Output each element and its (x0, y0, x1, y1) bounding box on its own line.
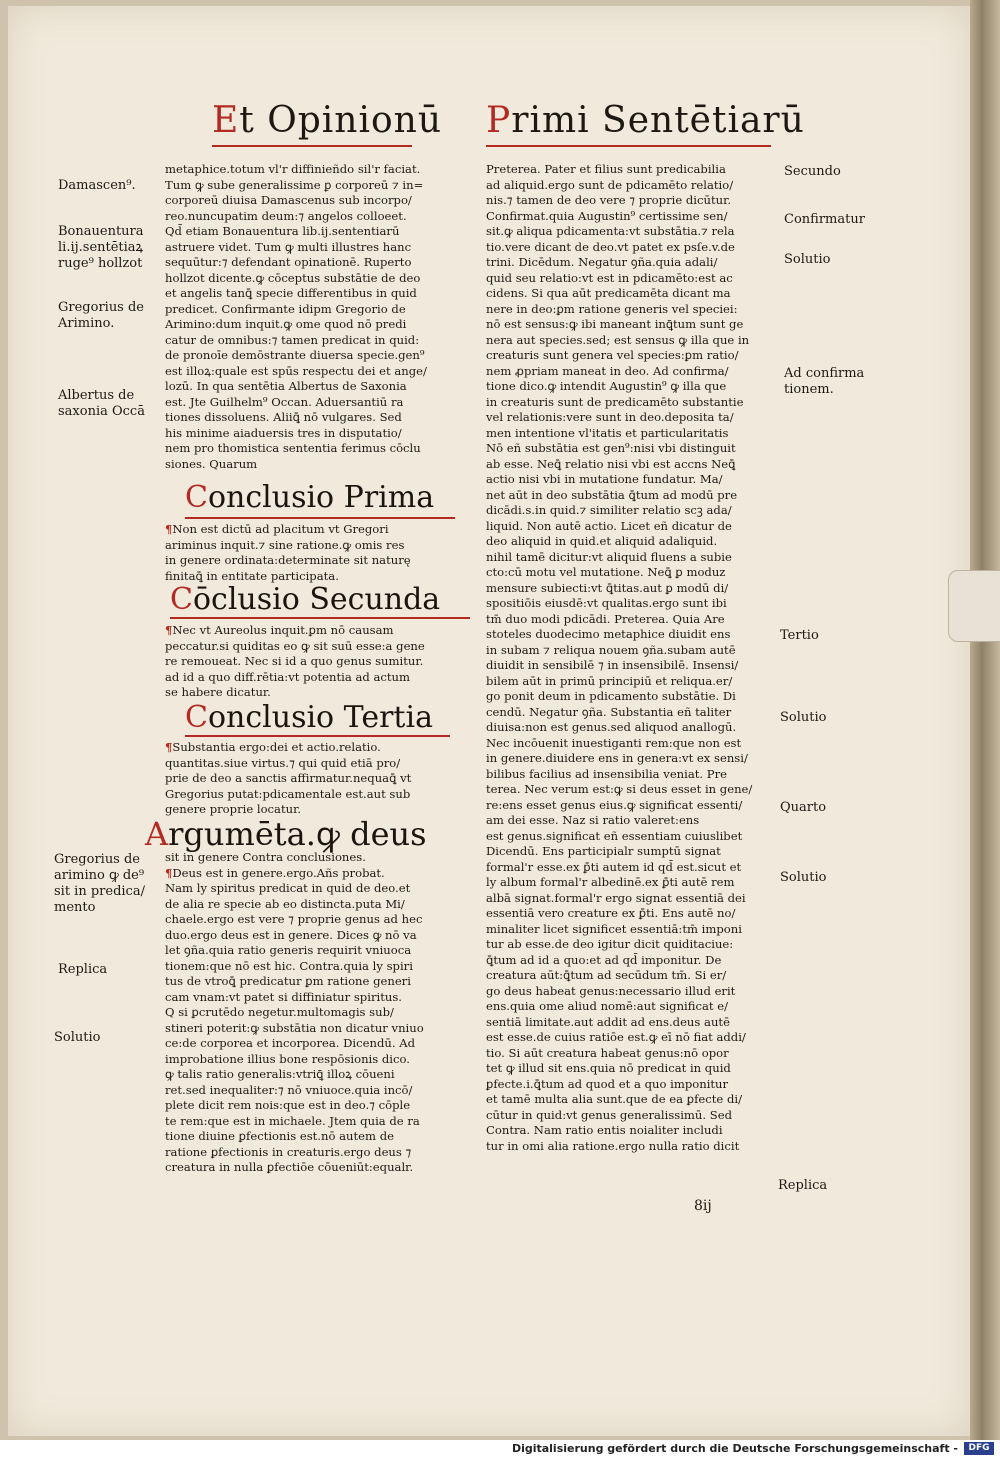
margin-note-solutio: Solutio (784, 252, 831, 267)
margin-note-solutio: Solutio (780, 870, 827, 885)
text-line: lozū. In qua sentētia Albertus de Saxonia (165, 379, 407, 393)
text-line: ꝗ̄tum ad id a quo:et ad qd̄ imponitur. De (486, 952, 722, 967)
margin-note-replica: Replica (58, 962, 108, 977)
text-line: cūtur in quid:vt genus generalissimū. Sed (486, 1107, 732, 1122)
text-line: Nam ly spiritus predicat in quid de deo.et (165, 881, 411, 895)
text-line: ratione ꝑfectionis in creaturis.ergo deus ⁊ (165, 1144, 412, 1159)
text-line: net aūt in deo substātia ꝗ̄tum ad modū pre (486, 487, 738, 502)
text-line: cidens. Si qua aūt predicamēta dicant ma (486, 286, 731, 300)
heading-underline (185, 735, 450, 737)
text-line: bilibus facilius ad insensibilia veniat. Pre (486, 766, 727, 781)
text-line: in creaturis sunt de predicamēto substantie (486, 394, 744, 409)
left-column-top (165, 162, 455, 472)
text-line: ab esse. Neꝗ̄ relatio nisi vbi est accns Neꝗ̄ (486, 456, 736, 471)
margin-note-albertus: saxonia Occā (58, 404, 145, 419)
text-line: ly album formal'r albedinē.ex ꝑ̄ti autē rem (486, 875, 735, 889)
paragraph-mark: ¶ (165, 740, 173, 754)
margin-note-quarto: Quarto (780, 800, 827, 815)
text-line: peccatur.si quiditas eo ꝙ sit suū esse:a gene (165, 638, 425, 653)
text-line: tione dico.ꝙ intendit Augustin⁹ ꝙ illa que (486, 379, 727, 393)
text-line: tur ab esse.de deo igitur dicit quiditaciue: (486, 937, 734, 951)
text-line: cto:cū motu vel mutatione. Neꝗ̄ ꝑ moduz (486, 565, 726, 579)
margin-note-gregorius: Arimino. (58, 316, 115, 331)
margin-note-secundo: Secundo (784, 164, 841, 179)
text-line: quantitas.siue virtus.⁊ qui quid etiā pro/ (165, 755, 401, 770)
text-line: ad id a quo diff.rētia:vt potentia ad actum (165, 669, 411, 684)
text-line: liquid. Non autē actio. Licet eñ dicatur de (486, 518, 732, 533)
text-line: plete dicit rem nois:que est in deo.⁊ cōple (165, 1098, 411, 1112)
text-line: sit in genere Contra conclusiones. (165, 850, 366, 864)
text-line: siones. Quarum (165, 456, 258, 471)
text-line: Arimino:dum inquit.ꝙ ome quod nō predi (165, 317, 407, 331)
text-line: metaphice.totum vl'r diffinieñdo sil'r faciat. (165, 162, 421, 176)
text-line: men intentione vl'itatis et particularitatis (486, 425, 729, 440)
running-head-left: Et Opinionū (212, 100, 443, 141)
rubric-initial: C (170, 582, 193, 617)
text-line: go deus habeat genus:necessario illud erit (486, 983, 736, 998)
text-line: et tamē multa alia sunt.que de ea ꝑfecte di/ (486, 1092, 743, 1106)
margin-note-solutio: Solutio (54, 1030, 101, 1045)
text-line: ret.sed inequaliter:⁊ nō vniuoce.quia incō/ (165, 1082, 413, 1097)
text-line: reo.nuncupatim deum:⁊ angelos colloeet. (165, 208, 407, 223)
text-line: dicādi.s.in quid.⁊ similiter relatio scꝫ ada/ (486, 503, 732, 517)
text-line: nera aut species.sed; est sensus ꝙ illa que in (486, 332, 750, 347)
text-line: ¶Substantia ergo:dei et actio.relatio. (165, 740, 381, 754)
text-line: Qd̄ etiam Bonauentura lib.ij.sententiarū (165, 224, 400, 238)
text-line: terea. Nec verum est:ꝙ si deus esset in gene/ (486, 782, 753, 796)
page-edge (970, 0, 1000, 1440)
text-line: ariminus inquit.⁊ sine ratione.ꝙ omis res (165, 537, 405, 552)
text-line: duo.ergo deus est in genere. Dices ꝙ nō va (165, 927, 417, 942)
text-line: nō est sensus:ꝙ ibi maneant inꝗ̄tum sunt ge (486, 317, 744, 331)
text-line: est. Jte Guilhelm⁹ Occan. Aduersantiū ra (165, 394, 404, 409)
text-line: ¶Deus est in genere.ergo.Añs probat. (165, 865, 385, 880)
text-line: tio. Si aūt creatura habeat genus:nō opor (486, 1045, 729, 1060)
text-line: let ꝯña.quia ratio generis requirit vniuoca (165, 943, 412, 957)
rubric-initial: C (185, 480, 208, 515)
text-line: Contra. Nam ratio entis noialiter includi (486, 1123, 723, 1137)
text-line: ad aliquid.ergo sunt de pdicamēto relatio/ (486, 177, 734, 192)
text-line: genere proprie locatur. (165, 802, 302, 816)
funding-credit: Digitalisierung gefördert durch die Deutsche Forschungsgemeinschaft - (511, 1442, 958, 1455)
text-line: ¶Non est dictū ad placitum vt Gregori (165, 522, 389, 536)
heading-underline (212, 145, 412, 147)
text-line: tm̄ duo modi pdicādi. Preterea. Quia Are (486, 611, 725, 626)
text-line: tionem:que nō est hic. Contra.quia ly spiri (165, 958, 413, 973)
paragraph-mark: ¶ (165, 522, 173, 536)
text-line: his minime aiaduersis tres in disputatio/ (165, 425, 402, 440)
text-line: diuidit in sensibilē ⁊ in insensibilē. Insensi/ (486, 658, 739, 672)
text-line: prie de deo a sanctis affirmatur.nequaꝗ̄ vt (165, 771, 412, 785)
text-line: astruere videt. Tum ꝙ multi illustres hanc (165, 239, 412, 254)
paragraph-mark: ¶ (165, 865, 173, 880)
margin-note-bonaventura: li.ij.sentētiaꝝ (58, 240, 144, 255)
text-line: ¶Nec vt Aureolus inquit.ꝑm nō causam (165, 623, 394, 637)
text-line: bilem aūt in primū principiū et reliqua.er/ (486, 673, 733, 688)
margin-note-tertio: Tertio (780, 628, 819, 643)
text-line: ꝑfecte.i.ꝗ̄tum ad quod et a quo imponitur (486, 1076, 729, 1091)
text-line: actio nisi vbi in mutatione fundatur. Ma/ (486, 472, 723, 486)
right-column (486, 162, 771, 1154)
text-line: go ponit deum in pdicamento substātie. Di (486, 689, 736, 703)
text-line: de alia re specie ab eo distincta.puta Mi/ (165, 896, 405, 911)
margin-note-gregorius: Gregorius de (58, 300, 145, 315)
text-line: creatura in nulla ꝑfectiōe cōueniūt:equalr. (165, 1160, 414, 1174)
text-line: creatura aūt:ꝗ̄tum ad secūdum tm̄. Si er/ (486, 968, 727, 982)
text-line: tiones dissoluens. Aliiꝗ̄ nō vulgares. Sed (165, 410, 402, 424)
text-line: nis.⁊ tamen de deo vere ⁊ proprie dicūtur. (486, 193, 732, 207)
conclusio-secunda-heading: Cōclusio Secunda (170, 582, 441, 617)
text-line: de pronoīe demōstrante diuersa specie.gen⁹ (165, 348, 425, 362)
heading-underline (185, 517, 455, 519)
margin-note-gregorius-arimino: sit in predica/ (54, 884, 145, 899)
margin-note-bonaventura: ruge⁹ hollzot (58, 256, 143, 271)
argumenta-text (165, 850, 455, 1176)
margin-note-ad-confirmationem: Ad confirma (784, 366, 865, 381)
text-line: catur de omnibus:⁊ tamen predicat in quid: (165, 332, 420, 347)
text-line: nem pro thomistica sententia ferimus cōclu (165, 441, 421, 455)
text-line: minaliter licet significet essentiā:tm̄ imponi (486, 921, 742, 936)
text-line: cendū. Negatur ꝯña. Substantia eñ taliter (486, 704, 732, 719)
margin-note-confirmatur: Confirmatur (784, 212, 865, 227)
text-line: quid seu relatio:vt est in pdicamēto:est ac (486, 270, 733, 285)
text-line: albā signat.formal'r ergo signat essentiā dei (486, 890, 746, 905)
argumenta-heading: Argumēta.ꝙ deus (145, 815, 427, 853)
heading-underline (486, 145, 771, 147)
text-line: te rem:que est in michaele. Jtem quia de ra (165, 1113, 420, 1128)
text-line: mensure subiecti:vt ꝗ̄titas.aut ꝑ modū di/ (486, 580, 729, 595)
text-line: Dicendū. Ens participialr sumptū signat (486, 844, 721, 858)
text-line: sit.ꝙ aliqua pdicamenta:vt substātia.⁊ rela (486, 224, 735, 238)
margin-note-solutio: Solutio (780, 710, 827, 725)
text-line: diuisa:non est genus.sed aliquod anallogū. (486, 720, 737, 734)
conclusio-prima-heading: Conclusio Prima (185, 480, 435, 515)
rubric-initial: E (212, 100, 240, 141)
text-line: tione diuine ꝑfectionis est.nō autem de (165, 1129, 394, 1143)
text-line: essentiā vero creature ex ꝑ̄ti. Ens autē no/ (486, 906, 736, 920)
conclusio-tertia-heading: Conclusio Tertia (185, 700, 433, 735)
margin-note-gregorius-arimino: Gregorius de (54, 852, 141, 867)
text-line: in genere ordinata:determinate sit naturę (165, 553, 411, 567)
folio-number: 8ij (694, 1198, 712, 1214)
text-line: nere in deo:ꝑm ratione generis vel speciei: (486, 301, 738, 316)
text-line: am dei esse. Naz si ratio valeret:ens (486, 813, 700, 827)
conclusio-secunda-text (165, 623, 455, 701)
text-line: Nec incōuenit inuestiganti rem:que non est (486, 735, 742, 750)
text-line: Q si ꝑcrutēdo negetur.multomagis sub/ (165, 1005, 394, 1019)
text-line: creaturis sunt genera vel species:ꝑm ratio/ (486, 348, 739, 362)
text-line: improbatione illius bone respōsionis dico. (165, 1051, 410, 1066)
text-line: Gregorius putat:pdicamentale est.aut sub (165, 786, 411, 801)
dfg-logo: DFG (964, 1442, 994, 1455)
text-line: ens.quia ome aliud nomē:aut significat e/ (486, 999, 729, 1013)
text-line: cam vnam:vt patet si diffiniatur spiritus. (165, 989, 402, 1004)
conclusio-tertia-text (165, 740, 455, 818)
text-line: spositiōis eiusdē:vt qualitas.ergo sunt ibi (486, 596, 727, 610)
conclusio-prima-text (165, 522, 455, 584)
text-line: Confirmat.quia Augustin⁹ certissime sen/ (486, 208, 728, 223)
margin-note-ad-confirmationem: tionem. (784, 382, 834, 397)
rubric-initial: A (145, 815, 169, 853)
text-line: et angelis tanꝗ̄ specie differentibus in quid (165, 286, 417, 300)
text-line: vel relationis:vere sunt in deo.deposita ta/ (486, 410, 734, 424)
text-line: in genere.diuidere ens in genera:vt ex sensi/ (486, 751, 748, 765)
text-line: tio.vere dicant de deo.vt patet ex psſe.v.de (486, 239, 735, 254)
heading-underline (170, 617, 470, 619)
margin-note-replica: Replica (778, 1178, 828, 1193)
text-line: ce:de corporea et incorporea. Dicendū. Ad (165, 1036, 416, 1050)
margin-note-gregorius-arimino: mento (54, 900, 96, 915)
text-line: tus de vtroꝗ̄ predicatur ꝑm ratione generi (165, 974, 411, 988)
text-line: est esse.de cuius ratiōe est.ꝙ eī nō fiat addi/ (486, 1030, 746, 1044)
text-line: ꝙ talis ratio generalis:vtriꝗ̄ illoꝝ cōueni (165, 1067, 395, 1081)
rubric-initial: P (486, 100, 512, 141)
text-line: sentiā limitate.aut addit ad ens.deus autē (486, 1014, 730, 1029)
text-line: nihil tamē dicitur:vt aliquid fluens a subie (486, 549, 732, 564)
text-line: Tum ꝙ sube generalissime ꝑ corporeū ⁊ in= (165, 177, 424, 192)
text-line: tet ꝙ illud sit ens.quia nō predicat in quid (486, 1061, 731, 1075)
text-line: hollzot dicente.ꝙ cōceptus substātie de deo (165, 270, 421, 285)
text-line: stoteles duodecimo metaphice diuidit ens (486, 627, 731, 641)
text-line: chaele.ergo est vere ⁊ proprie genus ad hec (165, 912, 423, 926)
text-line: est illoꝝ:quale est spūs respectu dei et ange/ (165, 363, 427, 378)
text-line: re remoueat. Nec si id a quo genus sumitur. (165, 654, 424, 668)
text-line: se habere dicatur. (165, 685, 271, 699)
text-line: tur in omi alia ratione.ergo nulla ratio dicit (486, 1138, 740, 1153)
margin-note-bonaventura: Bonauentura (58, 224, 144, 239)
running-head-right: Primi Sentētiarū (486, 100, 805, 141)
text-line: est genus.significat eñ essentiam cuiuslibet (486, 828, 743, 843)
rubric-initial: C (185, 700, 208, 735)
text-line: in subam ⁊ reliqua nouem ꝯña.subam autē (486, 642, 736, 657)
text-line: nem ꝓpriam maneat in deo. Ad confirma/ (486, 363, 729, 378)
text-line: corporeū diuisa Damascenus sub incorpo/ (165, 193, 412, 207)
text-line: sequūtur:⁊ defendant opinationē. Ruperto (165, 255, 412, 269)
margin-note-damascenus: Damascen⁹. (58, 178, 136, 193)
bookmark-tab (948, 570, 1000, 642)
text-line: trini. Dicēdum. Negatur ꝯña.quia adali/ (486, 255, 718, 269)
margin-note-albertus: Albertus de (58, 388, 135, 403)
text-line: Nō eñ substātia est gen⁹:nisi vbi distinguit (486, 441, 736, 455)
text-line: re:ens esset genus eius.ꝙ significat essenti/ (486, 797, 743, 812)
text-line: formal'r esse.ex ꝑ̄ti autem id qd̄ est.sicut et (486, 859, 742, 874)
margin-note-gregorius-arimino: arimino ꝙ de⁹ (54, 868, 145, 883)
paragraph-mark: ¶ (165, 623, 173, 637)
text-line: deo aliquid in quid.et aliquid adaliquid. (486, 534, 718, 548)
text-line: predicet. Confirmante idipm Gregorio de (165, 301, 406, 316)
text-line: finitaꝗ̄ in entitate participata. (165, 568, 339, 583)
text-line: Preterea. Pater et filius sunt predicabilia (486, 162, 726, 176)
text-line: stineri poterit:ꝙ substātia non dicatur vniuo (165, 1020, 424, 1035)
